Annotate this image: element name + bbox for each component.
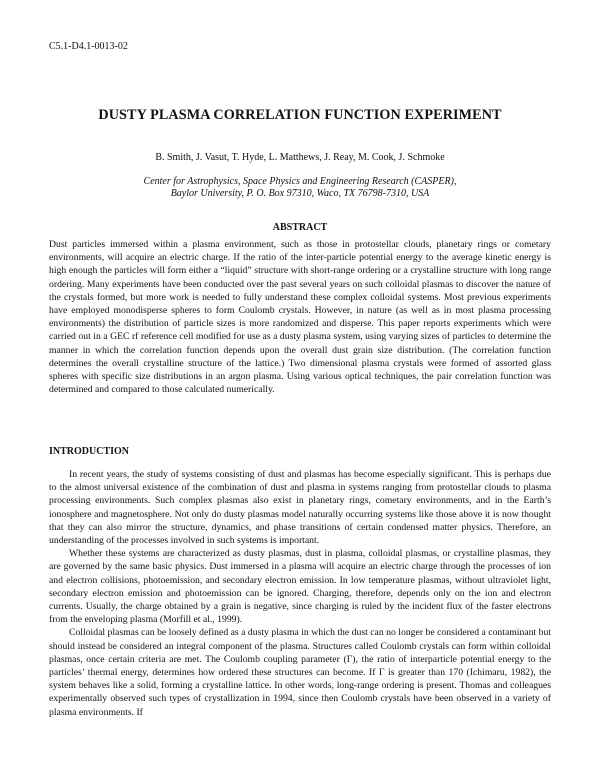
paper-title: DUSTY PLASMA CORRELATION FUNCTION EXPERIMENT [98, 107, 502, 123]
document-id: C5.1-D4.1-0013-02 [49, 41, 128, 52]
author-list: B. Smith, J. Vasut, T. Hyde, L. Matthews, J. Reay, M. Cook, J. Schmoke [155, 152, 445, 163]
affiliation [0, 176, 600, 200]
affiliation-line-1: Center for Astrophysics, Space Physics and Engineering Research (CASPER), [143, 176, 457, 187]
intro-paragraph-1: In recent years, the study of systems consisting of dust and plasmas has become especially significant. This is perhaps due to the almost universal existence of the combination of dust and plasma in systems ranging from protostellar clouds to plasma processing environments. Such complex plasmas also exist in planetary rings, cometary environments, and in the Earth’s ionosphere and magnetosphere. Not only do dusty plasmas model naturally occurring systems like those above it is now thought that they can also mirror the structure, dynamics, and phase transitions of certain condensed matter physics. Therefore, an understanding of the processes involved in such systems is important. [49, 469, 551, 547]
introduction-heading: INTRODUCTION [49, 446, 130, 457]
intro-paragraph-2: Whether these systems are characterized as dusty plasmas, dust in plasma, colloidal plasmas, or crystalline plasmas, they are governed by the same basic physics. Dust immersed in a plasma will acquire an electric charge through the processes of ion and electron collisions, photoemission, and secondary electron emission. In low temperature plasmas, without ultraviolet light, secondary electron emission and photoemission can be ignored. Charging, therefore, depends only on the ion and electron currents. Usually, the charge obtained by a grain is negative, since charging is ruled by the incident flux of the faster electrons from the enveloping plasma (Morfill et al., 1999). [49, 548, 551, 626]
abstract-paragraph: Dust particles immersed within a plasma environment, such as those in protostellar clouds, planetary rings or cometary environments, will acquire an electric charge. If the ratio of the inter-particle potential energy to the average kinetic energy is high enough the particles will form either a “liquid” structure with short-range ordering or a crystalline structure with long range ordering. Many experiments have been conducted over the past several years on such colloidal plasmas to discover the nature of the crystals formed, but more work is needed to fully understand these complex colloidal systems. Most previous experiments have employed monodisperse spheres to form Coulomb crystals. However, in nature (as well as in most plasma processing environments) the distribution of particle sizes is more randomized and disperse. This paper reports experiments which were carried out in a GEC rf reference cell modified for use as a dusty plasma system, using varying sizes of particles to determine the manner in which the correlation function depends upon the overall dust grain size distribution. (The correlation function determines the overall crystalline structure of the lattice.) Two dimensional plasma crystals were formed of assorted glass spheres with specific size distributions in an argon plasma. Using various optical techniques, the pair correlation function was determined and compared to those calculated numerically. [49, 239, 551, 396]
affiliation-line-2: Baylor University, P. O. Box 97310, Waco, TX 76798-7310, USA [170, 188, 430, 199]
abstract-body [49, 238, 551, 396]
intro-paragraph-3: Colloidal plasmas can be loosely defined as a dusty plasma in which the dust can no longer be considered a contaminant but should instead be considered an integral component of the plasma. Structures called Coulomb crystals can form within colloidal plasmas, once certain criteria are met. The Coulomb coupling parameter (Γ), the ratio of interparticle potential energy to the particles’ thermal energy, determines how ordered these structures can become. If Γ is greater than 170 (Ichimaru, 1982), the system behaves like a solid, forming a crystalline lattice. In other words, long-range ordering is present. Thomas and colleagues experimentally observed such types of crystallization in 1994, since then Coulomb crystals have been observed in a variety of plasma environments. If [49, 627, 551, 718]
abstract-heading: ABSTRACT [272, 222, 328, 233]
introduction-body [49, 468, 551, 719]
